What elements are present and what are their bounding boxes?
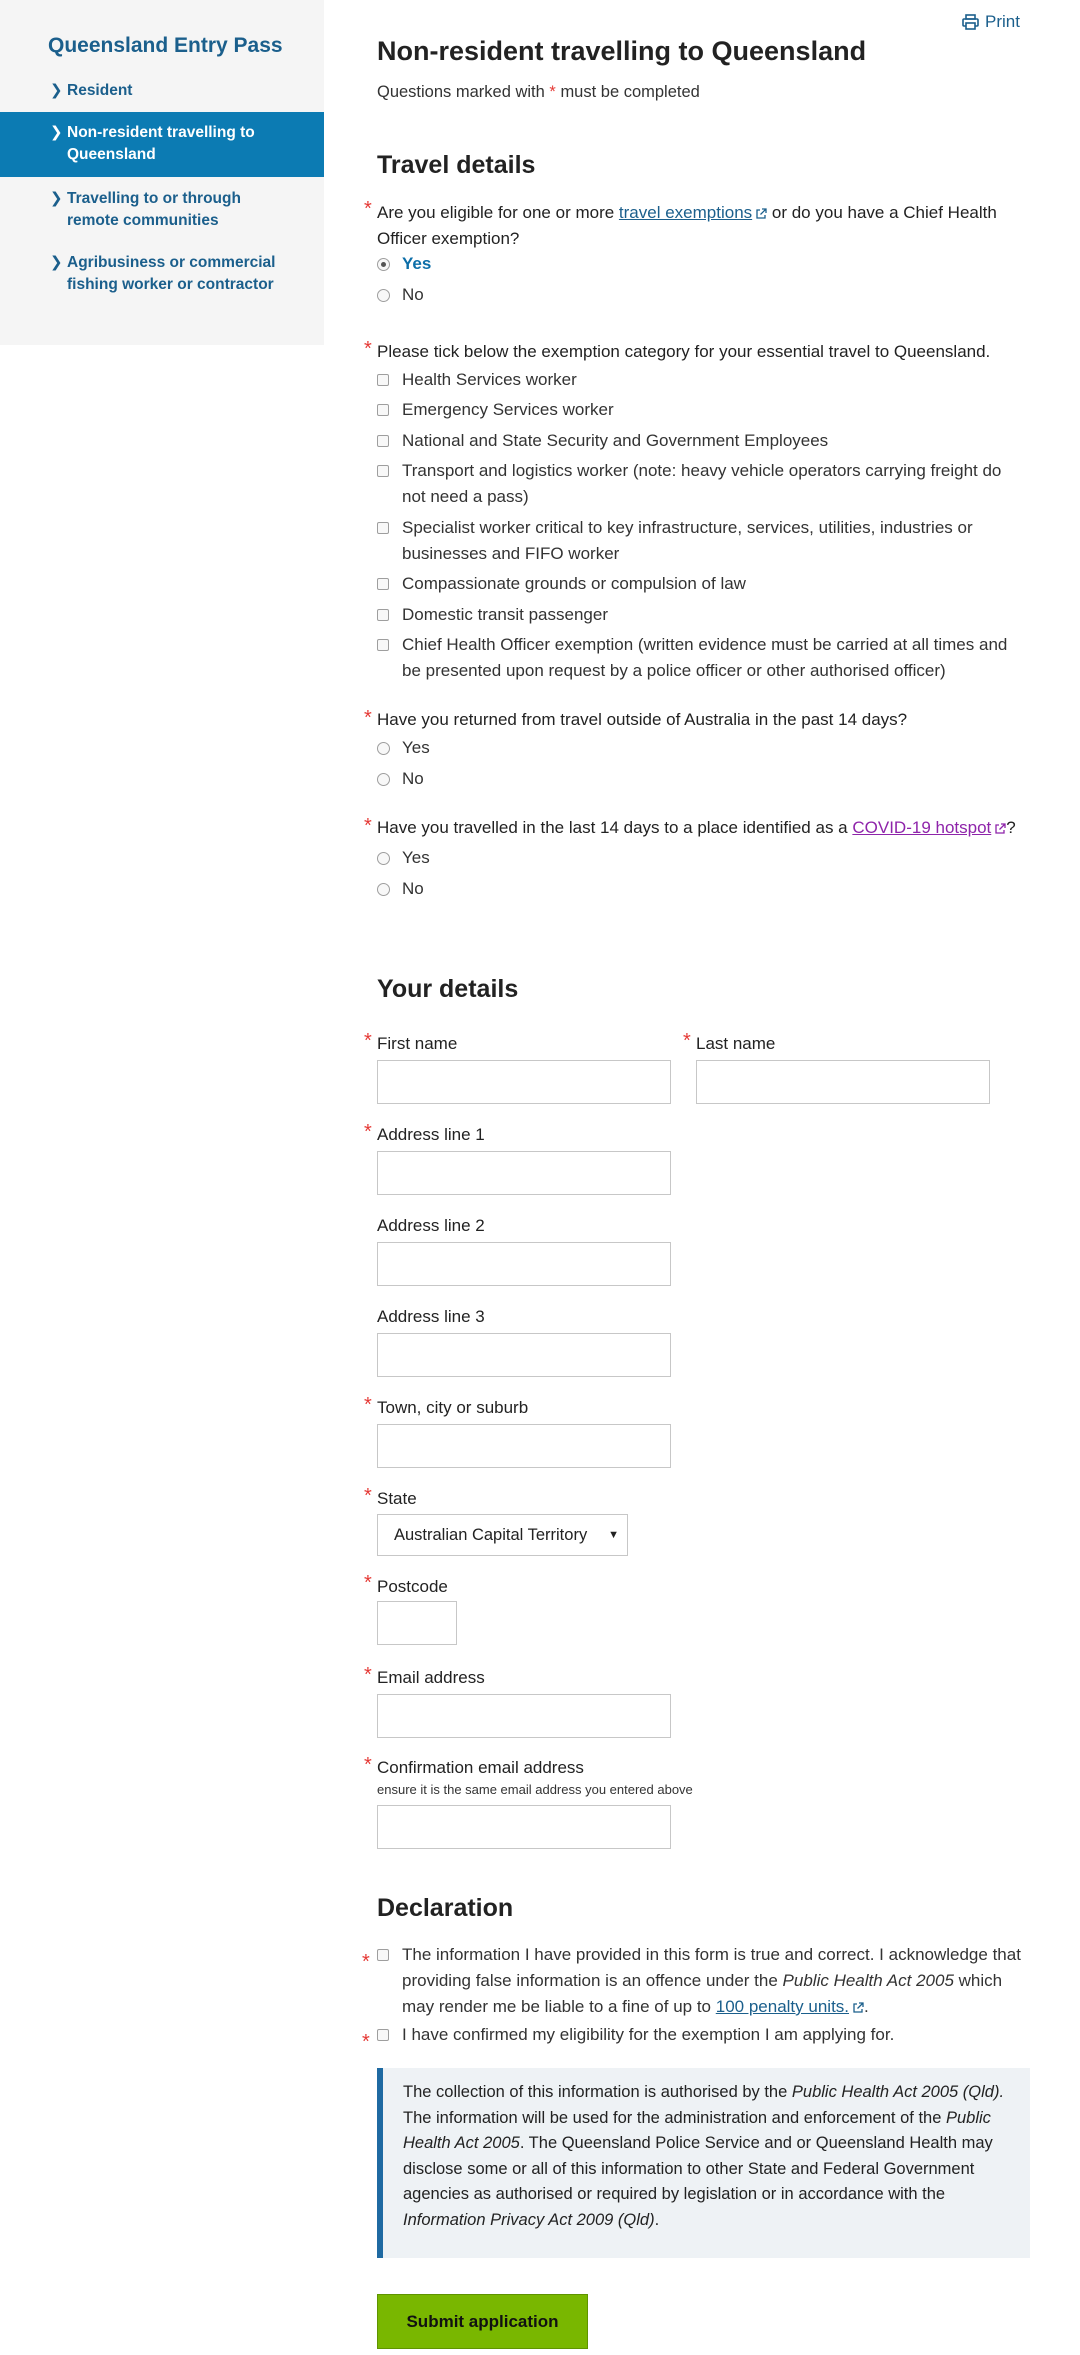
sidebar-item-non-resident[interactable]	[0, 112, 324, 177]
option-label: National and State Security and Government Employees	[402, 431, 829, 450]
sidebar-item-remote-communities[interactable]	[0, 188, 324, 232]
town-input[interactable]	[377, 1424, 671, 1468]
first-name-input[interactable]	[377, 1060, 671, 1104]
checkbox-option[interactable]	[377, 515, 1027, 567]
question-text: ?	[1006, 818, 1016, 837]
radio-option-no[interactable]	[377, 282, 424, 308]
radio-option-yes[interactable]	[377, 735, 430, 761]
dropdown-caret-icon: ▼	[608, 1529, 619, 1541]
address-line-1-label: Address line 1	[377, 1125, 485, 1144]
checkbox[interactable]	[377, 2029, 389, 2041]
declaration-text	[402, 1942, 1027, 2020]
chevron-right-icon: ❯	[50, 124, 63, 141]
question-text: Have you travelled in the last 14 days to a place identified as a	[377, 818, 848, 837]
question-exemption-category: Please tick below the exemption category for your essential travel to Queensland.	[377, 342, 991, 361]
question-text: Are you eligible for one or more	[377, 203, 615, 222]
checkbox[interactable]	[377, 639, 389, 651]
option-label: Yes	[402, 848, 430, 867]
privacy-text: . The Queensland Police Service and or Queensland Health may disclose some or all of this information to other State and Federal Government agencies as authorised or required by legislation or in accordance with the	[403, 2134, 993, 2203]
confirm-email-hint: ensure it is the same email address you entered above	[377, 1782, 693, 1797]
radio-button[interactable]	[377, 883, 390, 896]
sidebar-nav	[0, 0, 324, 345]
last-name-label: Last name	[696, 1034, 776, 1053]
required-note-text: Questions marked with	[377, 83, 545, 101]
required-star: *	[362, 2031, 370, 2053]
option-label: Transport and logistics worker (note: heavy vehicle operators carrying freight do not need a pass)	[402, 461, 1002, 506]
required-star: *	[364, 707, 372, 729]
sidebar-item-label: Resident	[67, 82, 133, 99]
sidebar-item-label: Non-resident travelling to Queensland	[67, 124, 255, 163]
declaration-eligibility-checkbox[interactable]	[377, 2022, 1027, 2048]
required-star: *	[683, 1030, 691, 1052]
question-text: or do you have a Chief Health Officer exemption?	[377, 203, 997, 248]
required-star: *	[364, 1754, 372, 1776]
covid-hotspot-link[interactable]: COVID-19 hotspot	[852, 818, 992, 837]
confirm-email-input[interactable]	[377, 1805, 671, 1849]
checkbox[interactable]	[377, 404, 389, 416]
checkbox-option[interactable]	[377, 571, 1027, 597]
email-label: Email address	[377, 1668, 485, 1687]
required-star: *	[364, 1030, 372, 1052]
printer-icon	[962, 14, 979, 30]
radio-button[interactable]	[377, 289, 390, 302]
confirm-email-label: Confirmation email address	[377, 1758, 584, 1777]
option-label: Yes	[402, 254, 432, 273]
required-star: *	[364, 338, 372, 360]
checkbox-option[interactable]	[377, 428, 1027, 454]
sidebar-item-resident[interactable]	[0, 80, 324, 102]
required-star: *	[364, 1572, 372, 1594]
travel-details-heading: Travel details	[377, 151, 536, 179]
sidebar-item-label: Agribusiness or commercial fishing worker or contractor	[67, 254, 276, 293]
act-name: Information Privacy Act 2009 (Qld)	[403, 2210, 655, 2229]
checkbox-option[interactable]	[377, 367, 1027, 393]
travel-exemptions-link[interactable]: travel exemptions	[618, 203, 753, 222]
question-exemption	[377, 200, 1027, 252]
checkbox-option[interactable]	[377, 458, 1027, 510]
declaration-text-part: .	[864, 1997, 869, 2016]
checkbox[interactable]	[377, 374, 389, 386]
privacy-text: .	[654, 2210, 660, 2229]
option-label: Yes	[402, 738, 430, 757]
privacy-text: The collection of this information is authorised by the	[403, 2083, 788, 2101]
option-label: Domestic transit passenger	[402, 605, 608, 624]
your-details-heading: Your details	[377, 975, 519, 1003]
option-label: No	[402, 879, 424, 898]
required-star: *	[364, 815, 372, 837]
option-label: No	[402, 285, 424, 304]
privacy-text: The information will be used for the administration and enforcement of the	[403, 2108, 942, 2127]
address-line-2-label: Address line 2	[377, 1216, 485, 1235]
submit-application-button[interactable]: Submit application	[377, 2294, 588, 2349]
town-label: Town, city or suburb	[377, 1398, 529, 1417]
state-selected-value: Australian Capital Territory	[394, 1525, 588, 1544]
checkbox[interactable]	[377, 1949, 389, 1961]
chevron-right-icon: ❯	[50, 254, 63, 271]
privacy-notice	[377, 2068, 1030, 2258]
sidebar-item-agribusiness[interactable]	[0, 252, 324, 296]
checkbox[interactable]	[377, 578, 389, 590]
required-star: *	[364, 1121, 372, 1143]
state-label: State	[377, 1489, 417, 1508]
external-link-icon	[852, 2002, 864, 2014]
postcode-label: Postcode	[377, 1577, 448, 1596]
email-input[interactable]	[377, 1694, 671, 1738]
declaration-text-part: which may render me be liable to a fine of up to	[402, 1971, 1003, 2016]
print-label: Print	[985, 12, 1020, 31]
required-star: *	[364, 1664, 372, 1686]
required-star: *	[549, 83, 556, 101]
first-name-label: First name	[377, 1034, 458, 1053]
chevron-right-icon: ❯	[50, 190, 63, 207]
external-link-icon	[994, 823, 1006, 835]
radio-button[interactable]	[377, 258, 390, 271]
radio-option-no[interactable]	[377, 766, 424, 792]
radio-button[interactable]	[377, 852, 390, 865]
required-note	[377, 83, 700, 102]
required-star: *	[362, 1951, 370, 1973]
act-name: Public Health Act 2005	[782, 1971, 954, 1990]
checkbox[interactable]	[377, 522, 389, 534]
state-select[interactable]	[377, 1514, 628, 1556]
penalty-units-link[interactable]: 100 penalty units.	[715, 1997, 850, 2016]
option-label: No	[402, 769, 424, 788]
question-overseas-travel: Have you returned from travel outside of Australia in the past 14 days?	[377, 710, 908, 729]
sidebar-title: Queensland Entry Pass	[48, 34, 283, 57]
radio-option-yes[interactable]	[377, 251, 431, 277]
address-line-3-input[interactable]	[377, 1333, 671, 1377]
required-star: *	[364, 198, 372, 220]
address-line-1-input[interactable]	[377, 1151, 671, 1195]
required-star: *	[364, 1394, 372, 1416]
radio-option-yes[interactable]	[377, 845, 430, 871]
page-title: Non-resident travelling to Queensland	[377, 36, 867, 66]
checkbox[interactable]	[377, 465, 389, 477]
last-name-input[interactable]	[696, 1060, 990, 1104]
act-name: Public Health Act 2005	[403, 2108, 991, 2152]
act-name: Public Health Act 2005 (Qld).	[791, 2083, 1005, 2101]
option-label: Specialist worker critical to key infrastructure, services, utilities, industries or businesses and FIFO worker	[402, 518, 973, 563]
postcode-input[interactable]	[377, 1601, 457, 1645]
checkbox[interactable]	[377, 435, 389, 447]
option-label: Compassionate grounds or compulsion of law	[402, 574, 746, 593]
external-link-icon	[755, 208, 767, 220]
declaration-text: I have confirmed my eligibility for the exemption I am applying for.	[402, 2025, 895, 2044]
declaration-heading: Declaration	[377, 1894, 514, 1922]
question-hotspot	[377, 815, 1027, 841]
option-label: Health Services worker	[402, 370, 577, 389]
address-line-3-label: Address line 3	[377, 1307, 485, 1326]
sidebar-item-label: Travelling to or through remote communities	[67, 190, 241, 229]
radio-button[interactable]	[377, 742, 390, 755]
print-link[interactable]	[962, 12, 1020, 32]
required-star: *	[364, 1485, 372, 1507]
required-note-text: must be completed	[560, 83, 700, 101]
chevron-right-icon: ❯	[50, 82, 63, 99]
checkbox-option[interactable]	[377, 602, 1027, 628]
address-line-2-input[interactable]	[377, 1242, 671, 1286]
checkbox[interactable]	[377, 609, 389, 621]
declaration-text-part: The information I have provided in this form is true and correct. I acknowledge that providing false information is an offence under the	[402, 1945, 1021, 1990]
option-label: Emergency Services worker	[402, 400, 614, 419]
radio-button[interactable]	[377, 773, 390, 786]
radio-option-no[interactable]	[377, 876, 424, 902]
checkbox-option[interactable]	[377, 397, 1027, 423]
checkbox-option[interactable]	[377, 632, 1027, 684]
option-label: Chief Health Officer exemption (written evidence must be carried at all times and be presented upon request by a police officer or other authorised officer)	[402, 635, 1008, 680]
declaration-true-checkbox[interactable]	[377, 1942, 1027, 2020]
